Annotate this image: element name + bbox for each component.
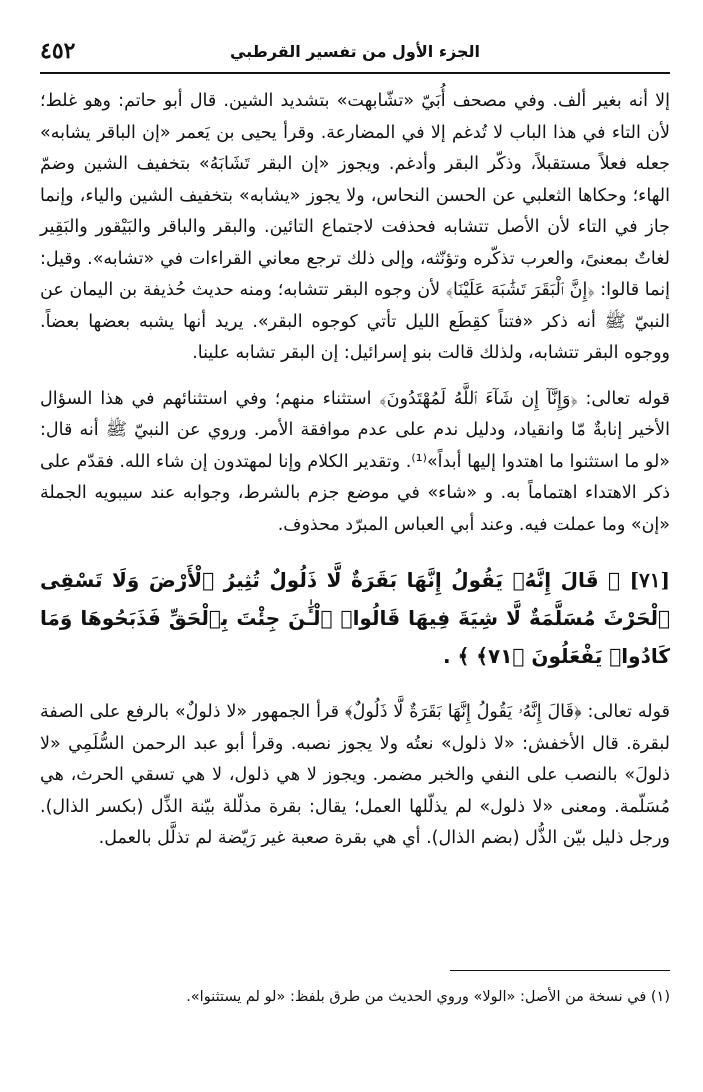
verse-number: [٧١] (629, 568, 670, 592)
page-number: ٤٥٢ (40, 38, 76, 64)
footnote-divider (450, 970, 670, 971)
verse-text: ﴿ قَالَ إِنَّهُۥ يَقُولُ إِنَّهَا بَقَرَةٌ لَّا ذَلُولٌ تُثِيرُ ٱلْأَرْضَ وَلَا تَسْقِى ٱلْحَرْثَ مُسَلَّمَةٌ لَّا شِيَةَ فِيهَا قَالُوا۟ ٱلْـَٰٔنَ جِئْتَ بِٱلْحَقِّ فَذَبَحُوهَا وَمَا كَادُوا۟ يَفْعَلُونَ ﴿٧١﴾ ﴾ . (40, 568, 670, 668)
verse-block (40, 561, 670, 675)
paragraph-2: قوله تعالى: ﴿وَإِنَّآ إِن شَآءَ ٱللَّهُ لَمُهْتَدُونَ﴾ استثناء منهم؛ وفي استثنائهم في هذا السؤال الأخير إنابةٌ مّا وانقياد، ودليل ندم على عدم موافقة الأمر. وروي عن النبيّ ﷺ أنه قال: «لو ما استثنوا ما اهتدوا إليها أبداً»⁽¹⁾. وتقدير الكلام وإنا لمهتدون إن شاء الله. فقدّم على ذكر الاهتداء اهتماماً به. و «شاء» في موضع جزم بالشرط، وجوابه عند سيبويه الجملة «إن» وما عملت فيه. وعند أبي العباس المبرّد محذوف. (40, 388, 670, 535)
paragraph-1: إلا أنه بغير ألف. وفي مصحف أُبَيّ «تشّابهت» بتشديد الشين. قال أبو حاتم: وهو غلط؛ لأن التاء في هذا الباب لا تُدغم إلا في المضارعة. وقرأ يحيى بن يَعمر «إن الباقر يشابه» جعله فعلاً مستقبلاً، وذكّر البقر وأدغم. ويجوز «إن البقر تَشَابَهُ» بتخفيف الشين وضمّ الهاء؛ وحكاها الثعلبي عن الحسن النحاس، ولا يجوز «يشابه» بتخفيف الشين والياء، وإنما جاز في التاء لأن الأصل تتشابه فحذفت لاجتماع التائين. والبقر والباقر والبَيْقور والبَقِير لغاتٌ بمعنىً، والعرب تذكّره وتؤنّثه، وإلى ذلك ترجع معاني القراءات في «تشابه». وقيل: إنما قالوا: ﴿إِنَّ ٱلْبَقَرَ تَشَٰبَهَ عَلَيْنَا﴾ لأن وجوه البقر تتشابه؛ ومنه حديث حُذيفة بن اليمان عن النبيّ ﷺ أنه ذكر «فتناً كقِطَع الليل تأتي كوجوه البقر». يريد أنها يشبه بعضها بعضاً. ووجوه البقر تتشابه، ولذلك قالت بنو إسرائيل: إن البقر تشابه علينا. (40, 91, 670, 363)
footnote: (١) في نسخة من الأصل: «الولا» وروي الحديث من طرق بلفظ: «لو لم يستثنوا». (186, 989, 670, 1005)
running-title: الجزء الأول من تفسير القرطبي (229, 42, 480, 61)
paragraph-3: قوله تعالى: ﴿قَالَ إِنَّهُۥ يَقُولُ إِنَّهَا بَقَرَةٌ لَّا ذَلُولٌ﴾ قرأ الجمهور «لا ذلولٌ» بالرفع على الصفة لبقرة. قال الأخفش: «لا ذلول» نعتُه ولا يجوز نصبه. وقرأ أبو عبد الرحمن السُّلَمِي «لا ذلولَ» بالنصب على النفي والخبر مضمر. ويجوز لا هي ذلول، لا هي تسقي الحرث، هي مُسَلّمة. ومعنى «لا ذلول» لم يذلّلها العمل؛ يقال: بقرة مذلّلة بيّنة الذِّل (بكسر الذال). ورجل ذليل بيّن الذُّل (بضم الذال). أي هي بقرة صعبة غير رَيّضة لم تذلَّل بالعمل. (40, 702, 670, 848)
page-header (40, 38, 670, 74)
book-page (40, 38, 670, 1005)
